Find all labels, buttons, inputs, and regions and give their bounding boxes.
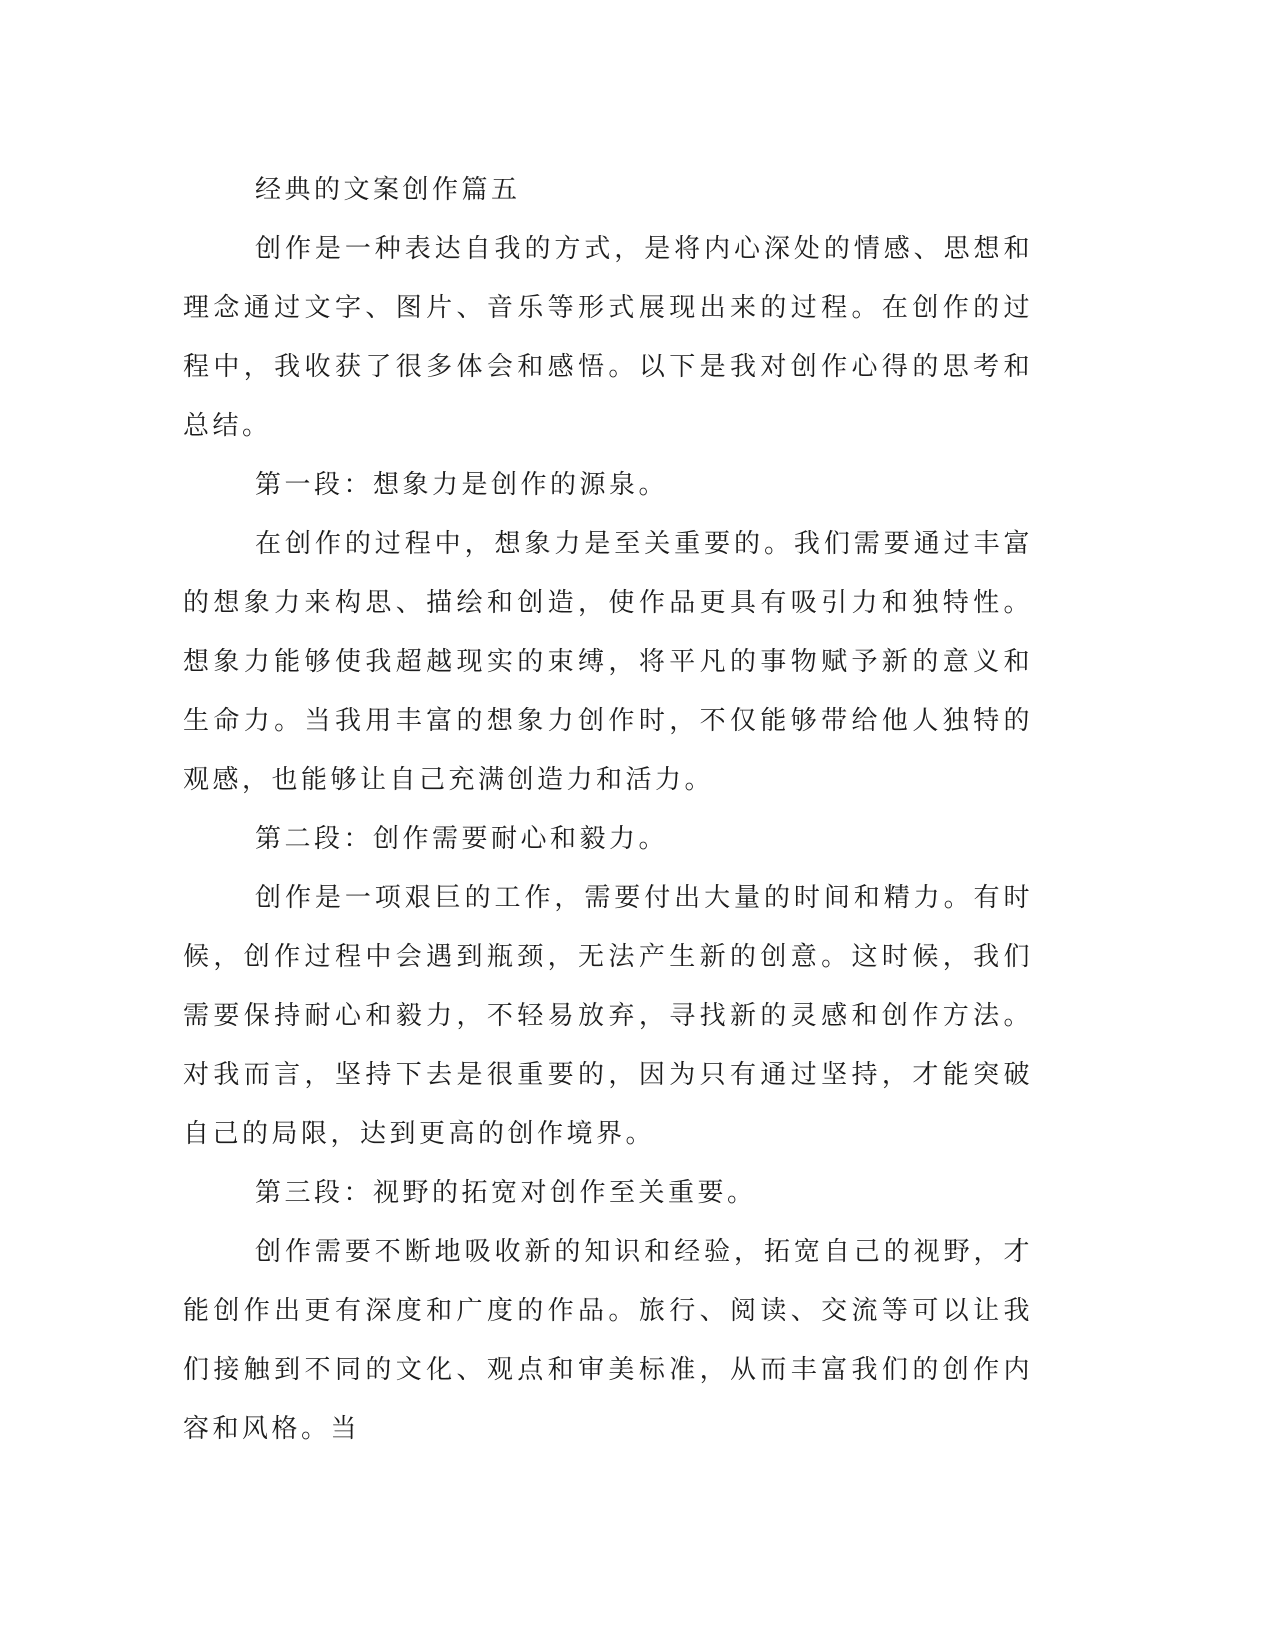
section-3-paragraph: 创作需要不断地吸收新的知识和经验，拓宽自己的视野，才能创作出更有深度和广度的作品。旅行、阅读、交流等可以让我们接触到不同的文化、观点和审美标准，从而丰富我们的创作内容和风格。当 bbox=[183, 1237, 1033, 1444]
section-1-heading: 第一段：想象力是创作的源泉。 bbox=[255, 470, 669, 500]
document-page bbox=[183, 161, 1033, 1459]
intro-paragraph: 创作是一种表达自我的方式，是将内心深处的情感、思想和理念通过文字、图片、音乐等形式展现出来的过程。在创作的过程中，我收获了很多体会和感悟。以下是我对创作心得的思考和总结。 bbox=[183, 234, 1033, 441]
section-3-heading: 第三段：视野的拓宽对创作至关重要。 bbox=[255, 1178, 757, 1208]
section-2-heading: 第二段：创作需要耐心和毅力。 bbox=[255, 824, 669, 854]
document-title: 经典的文案创作篇五 bbox=[255, 175, 521, 205]
section-2-paragraph: 创作是一项艰巨的工作，需要付出大量的时间和精力。有时候，创作过程中会遇到瓶颈，无法产生新的创意。这时候，我们需要保持耐心和毅力，不轻易放弃，寻找新的灵感和创作方法。对我而言，坚持下去是很重要的，因为只有通过坚持，才能突破自己的局限，达到更高的创作境界。 bbox=[183, 883, 1033, 1149]
section-1-paragraph: 在创作的过程中，想象力是至关重要的。我们需要通过丰富的想象力来构思、描绘和创造，使作品更具有吸引力和独特性。想象力能够使我超越现实的束缚，将平凡的事物赋予新的意义和生命力。当我用丰富的想象力创作时，不仅能够带给他人独特的观感，也能够让自己充满创造力和活力。 bbox=[183, 529, 1033, 795]
